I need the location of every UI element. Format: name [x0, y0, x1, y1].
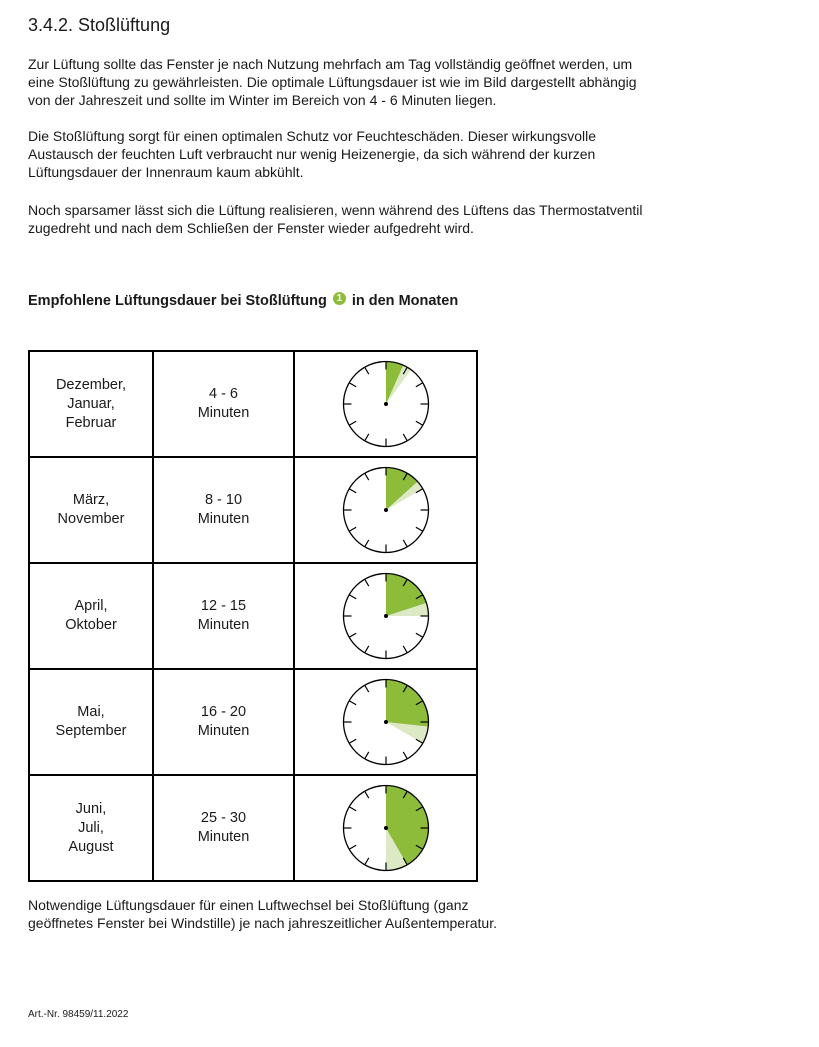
months-cell [29, 775, 153, 881]
paragraph-line: zugedreht und nach dem Schließen der Fenster wieder aufgedreht wird. [28, 220, 474, 236]
duration-cell [153, 775, 294, 881]
table-heading-text: in den Monaten [351, 293, 459, 309]
number-one-marker-icon: 1 [333, 292, 346, 305]
clock-icon [342, 678, 430, 766]
clock-icon [342, 360, 430, 448]
duration-range: 16 - 20 [200, 704, 247, 720]
duration-cell [153, 457, 294, 563]
table-row [29, 351, 477, 457]
clock-center-dot [384, 614, 388, 618]
duration-unit: Minuten [197, 511, 250, 527]
paragraph-protection [28, 127, 728, 181]
month-label: Dezember, [55, 376, 127, 393]
paragraph-intro [28, 55, 728, 109]
month-label: Oktober [65, 617, 117, 633]
ventilation-table [28, 350, 478, 882]
clock-icon [342, 572, 430, 660]
paragraph-line: von der Jahreszeit und sollte im Winter im Bereich von 4 - 6 Minuten liegen. [28, 92, 497, 108]
caption-line: geöffnetes Fenster bei Windstille) je nach jahreszeitlicher Außentemperatur. [28, 915, 497, 931]
paragraph-line: Die Stoßlüftung sorgt für einen optimalen Schutz vor Feuchteschäden. Dieser wirkungsvolle [28, 128, 597, 144]
months-cell [29, 669, 153, 775]
month-label: Juli, [78, 819, 104, 836]
duration-range: 25 - 30 [200, 810, 247, 826]
paragraph-thermostat [28, 201, 728, 237]
month-label: März, [72, 492, 110, 508]
table-row [29, 563, 477, 669]
months-cell [29, 563, 153, 669]
clock-cell [294, 351, 477, 457]
duration-unit: Minuten [197, 829, 250, 845]
month-label: Februar [65, 414, 117, 431]
duration-range: 8 - 10 [204, 492, 243, 508]
month-label: April, [74, 598, 108, 614]
article-number: Art.-Nr. 98459/11.2022 [28, 1009, 129, 1020]
clock-center-dot [384, 826, 388, 830]
table-caption [28, 896, 588, 932]
paragraph-line: eine Stoßlüftung zu gewährleisten. Die optimale Lüftungsdauer ist wie im Bild dargestellt abhängig [28, 74, 637, 90]
clock-icon [342, 784, 430, 872]
month-label: Mai, [77, 704, 105, 720]
months-cell [29, 351, 153, 457]
caption-line: Notwendige Lüftungsdauer für einen Luftwechsel bei Stoßlüftung (ganz [28, 897, 469, 913]
month-label: Juni, [75, 800, 107, 817]
duration-unit: Minuten [197, 405, 250, 421]
duration-unit: Minuten [197, 617, 250, 633]
duration-cell [153, 563, 294, 669]
month-label: August [68, 838, 114, 855]
clock-cell [294, 669, 477, 775]
clock-center-dot [384, 508, 388, 512]
clock-center-dot [384, 402, 388, 406]
month-label: Januar, [67, 395, 115, 412]
paragraph-line: Austausch der feuchten Luft verbraucht nur wenig Heizenergie, da sich während der kurzen [28, 146, 596, 162]
table-row [29, 457, 477, 563]
clock-center-dot [384, 720, 388, 724]
duration-cell [153, 351, 294, 457]
duration-unit: Minuten [197, 723, 250, 739]
duration-cell [153, 669, 294, 775]
paragraph-line: Lüftungsdauer der Innenraum kaum abkühlt. [28, 164, 304, 180]
clock-cell [294, 775, 477, 881]
month-label: November [57, 511, 125, 527]
duration-range: 12 - 15 [200, 598, 247, 614]
min-duration-sector [386, 680, 429, 727]
duration-range: 4 - 6 [208, 386, 238, 402]
section-title: 3.4.2. Stoßlüftung [28, 15, 171, 35]
paragraph-line: Zur Lüftung sollte das Fenster je nach Nutzung mehrfach am Tag vollständig geöffnet werden, um [28, 56, 633, 72]
table-heading [28, 291, 458, 311]
month-label: September [55, 723, 127, 739]
table-row [29, 669, 477, 775]
clock-cell [294, 563, 477, 669]
table-heading-text: Empfohlene Lüftungsdauer bei Stoßlüftung [28, 293, 327, 309]
clock-cell [294, 457, 477, 563]
paragraph-line: Noch sparsamer lässt sich die Lüftung realisieren, wenn während des Lüftens das Thermostatventil [28, 202, 643, 218]
clock-icon [342, 466, 430, 554]
months-cell [29, 457, 153, 563]
table-row [29, 775, 477, 881]
